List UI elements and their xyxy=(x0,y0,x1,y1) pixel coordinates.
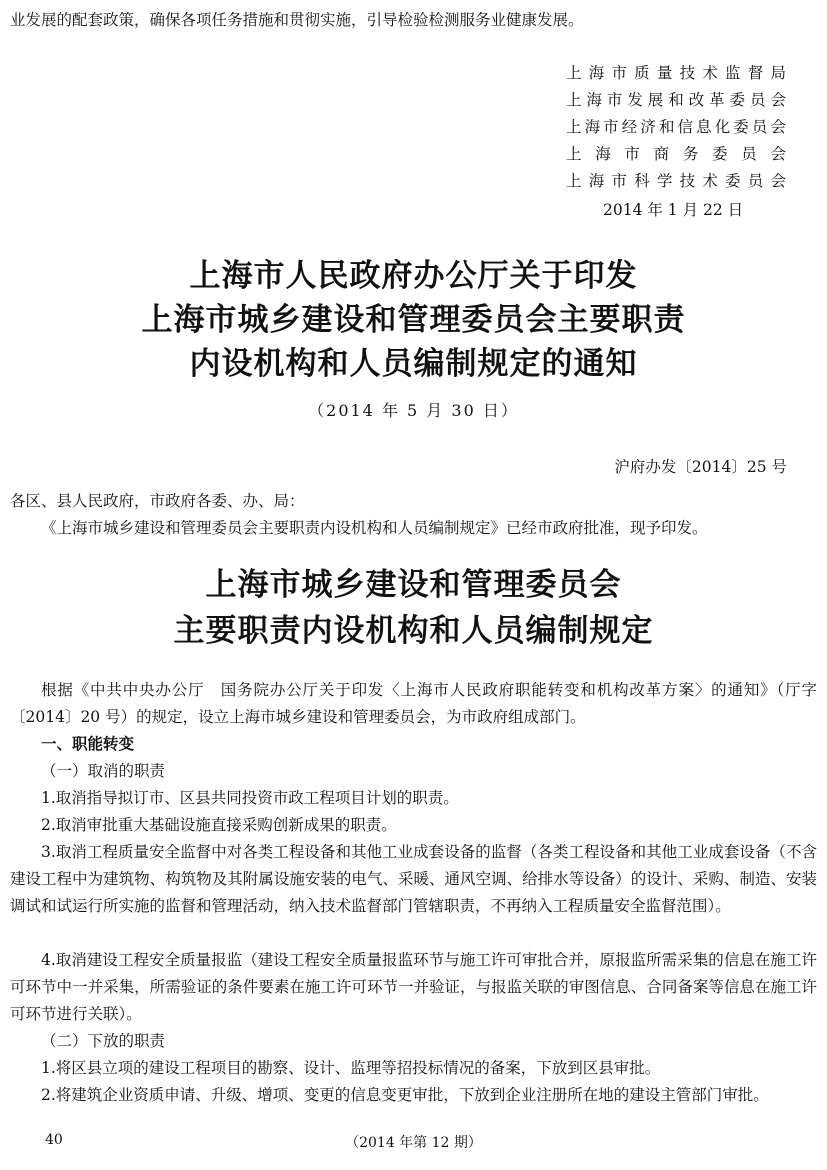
list-item: 2.取消审批重大基础设施直接采购创新成果的职责。 xyxy=(41,816,397,834)
notice-body: 《上海市城乡建设和管理委员会主要职责内设机构和人员编制规定》已经市政府批准，现予印发。 xyxy=(41,519,708,537)
signatory: 上海市商务委员会 xyxy=(566,145,786,163)
document-number: 沪府办发〔2014〕25 号 xyxy=(614,458,787,476)
list-item: 4.取消建设工程安全质量报监（建设工程安全质量报监环节与施工许可审批合并，原报监所需采集的信息在施工许可环节中一并采集，所需验证的条件要素在施工许可环节一并验证，与报监关联的审图信息、合同备案等信息在施工许可环节进行关联）。 xyxy=(10,951,817,1023)
subsection-heading: （一）取消的职责 xyxy=(41,762,166,780)
intro-paragraph: 根据《中共中央办公厅 国务院办公厅关于印发〈上海市人民政府职能转变和机构改革方案〉的通知》（厅字〔2014〕20 号）的规定，设立上海市城乡建设和管理委员会，为市政府组成部门。 xyxy=(10,681,817,726)
signature-date: 2014 年 1 月 22 日 xyxy=(603,201,744,219)
signatory: 上海市发展和改革委员会 xyxy=(566,91,786,109)
notice-title xyxy=(0,254,827,386)
notice-title-line: 上海市城乡建设和管理委员会主要职责 xyxy=(141,302,686,338)
addressee: 各区、县人民政府，市政府各委、办、局： xyxy=(10,492,305,510)
signatory: 上海市质量技术监督局 xyxy=(566,64,786,82)
list-item: 2.将建筑企业资质申请、升级、增项、变更的信息变更审批，下放到企业注册所在地的建设主管部门审批。 xyxy=(41,1086,769,1104)
previous-article-continuation: 业发展的配套政策，确保各项任务措施和贯彻实施，引导检验检测服务业健康发展。 xyxy=(10,11,584,29)
regulation-title xyxy=(0,562,827,654)
section-heading: 一、职能转变 xyxy=(41,735,135,753)
notice-date: （2014 年 5 月 30 日） xyxy=(308,401,519,420)
signatory-list xyxy=(566,60,786,195)
notice-title-line: 内设机构和人员编制规定的通知 xyxy=(189,346,638,382)
list-item: 1.将区县立项的建设工程项目的勘察、设计、监理等招投标情况的备案，下放到区县审批。 xyxy=(41,1059,661,1077)
regulation-title-line: 主要职责内设机构和人员编制规定 xyxy=(173,613,654,649)
signatory: 上海市科学技术委员会 xyxy=(566,172,786,190)
notice-title-line: 上海市人民政府办公厅关于印发 xyxy=(189,258,638,294)
issue-label: （2014 年第 12 期） xyxy=(345,1135,482,1151)
list-item: 1.取消指导拟订市、区县共同投资市政工程项目计划的职责。 xyxy=(41,789,459,807)
signatory: 上海市经济和信息化委员会 xyxy=(566,118,786,136)
regulation-title-line: 上海市城乡建设和管理委员会 xyxy=(205,567,622,603)
list-item: 3.取消工程质量安全监督中对各类工程设备和其他工业成套设备的监督（各类工程设备和其他工业成套设备（不含建设工程中为建筑物、构筑物及其附属设施安装的电气、采暖、通风空调、给排水等设备）的设计、采购、制造、安装调试和试运行所实施的监督和管理活动，纳入技术监督部门管辖职责，不再纳入工程质量安全监督范围）。 xyxy=(10,843,817,915)
page-number: 40 xyxy=(45,1132,63,1148)
subsection-heading: （二）下放的职责 xyxy=(41,1032,166,1050)
